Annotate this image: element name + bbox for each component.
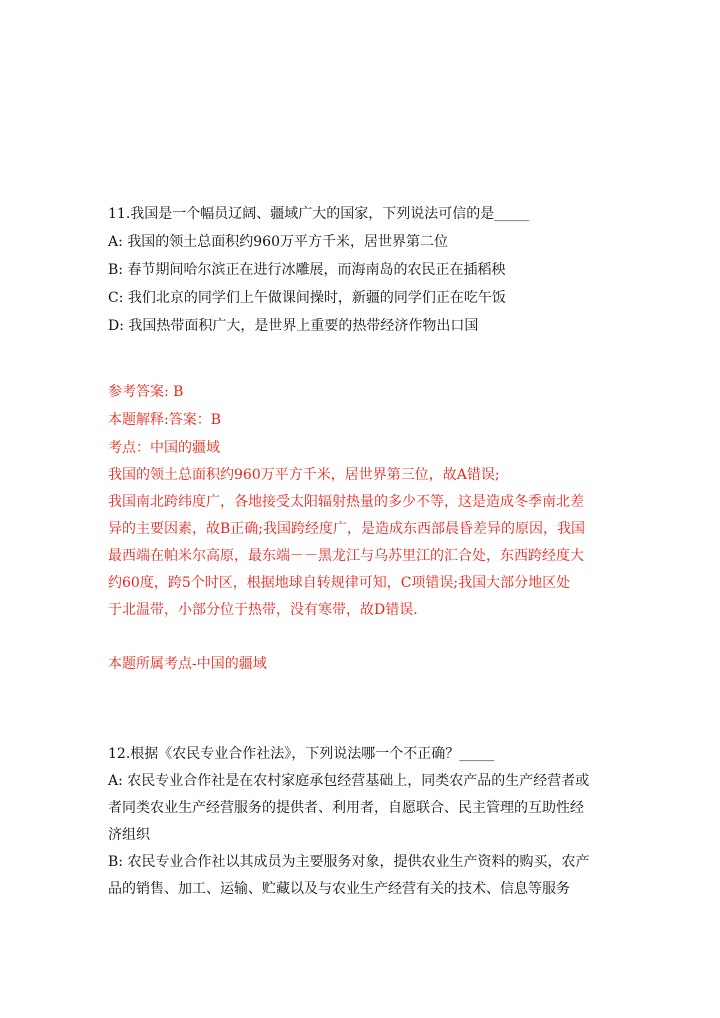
- option-b-line: 品的销售、加工、运输、贮藏以及与农业生产经营有关的技术、信息等服务: [108, 881, 570, 897]
- explanation-line: 我国的领土总面积约960万平方千米，居世界第三位，故A错误;: [108, 467, 500, 483]
- option-a-line: 者同类农业生产经营服务的提供者、利用者，自愿联合、民主管理的互助性经: [108, 800, 584, 816]
- explanation-label: 本题解释:答案：B: [108, 412, 222, 428]
- knowledge-point: 考点：中国的疆域: [108, 440, 220, 456]
- question-stem: 12.根据《农民专业合作社法》，下列说法哪一个不正确？_____: [108, 746, 495, 762]
- question-12: [108, 740, 618, 903]
- option-a: A: 我国的领土总面积约960万平方千米，居世界第二位: [108, 234, 448, 250]
- option-c: C: 我们北京的同学们上午做课间操时，新疆的同学们正在吃午饭: [108, 290, 506, 306]
- explanation-line: 异的主要因素，故B正确;我国跨经度广，是造成东西部晨昏差异的原因，我国: [108, 521, 586, 537]
- option-b-line: B: 农民专业合作社以其成员为主要服务对象，提供农业生产资料的购买，农产: [108, 854, 590, 870]
- explanation-line: 我国南北跨纬度广，各地接受太阳辐射热量的多少不等，这是造成冬季南北差: [108, 494, 584, 510]
- explanation-line: 于北温带，小部分位于热带，没有寒带，故D错误.: [108, 602, 418, 618]
- option-a: [108, 768, 618, 849]
- related-knowledge-point: 本题所属考点-中国的疆域: [108, 656, 267, 672]
- option-a-line: 济组织: [108, 827, 150, 843]
- option-a-line: A: 农民专业合作社是在农村家庭承包经营基础上，同类农产品的生产经营者或: [108, 773, 590, 789]
- reference-answer: 参考答案: B: [108, 384, 184, 400]
- explanation-line: 最西端在帕米尔高原，最东端－－黑龙江与乌苏里江的汇合处，东西跨经度大: [108, 548, 584, 564]
- question-stem: 11.我国是一个幅员辽阔、疆域广大的国家，下列说法可信的是_____: [108, 206, 530, 222]
- option-b: [108, 849, 618, 903]
- option-d: D: 我国热带面积广大，是世界上重要的热带经济作物出口国: [108, 318, 479, 334]
- explanation-line: 约60度，跨5个时区，根据地球自转规律可知，C项错误;我国大部分地区处: [108, 575, 571, 591]
- answer-block: [108, 378, 618, 678]
- explanation-text: [108, 462, 618, 624]
- option-b: B: 春节期间哈尔滨正在进行冰雕展，而海南岛的农民正在插稻秧: [108, 262, 506, 278]
- question-11: [108, 200, 618, 678]
